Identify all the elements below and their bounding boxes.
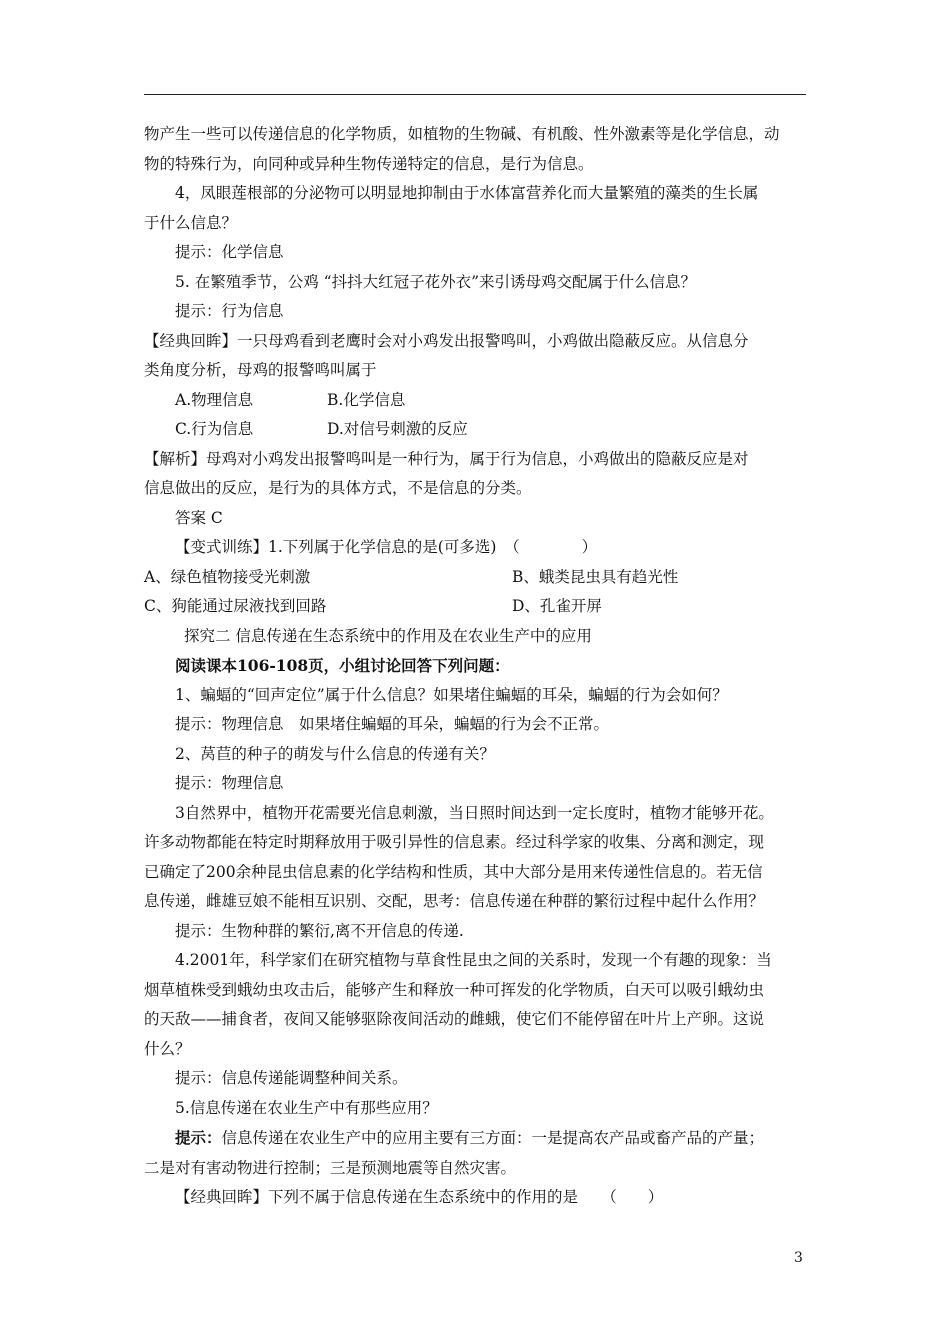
page-number: 3: [794, 1250, 803, 1266]
options-row: [144, 592, 808, 622]
text-line: 物产生一些可以传递信息的化学物质，如植物的生物碱、有机酸、性外激素等是化学信息，动: [144, 125, 780, 143]
option-c: C、狗能通过尿液找到回路: [144, 597, 327, 615]
options-row: [144, 563, 808, 593]
question-3: 3自然界中，植物开花需要光信息刺激，当日照时间达到一定长度时，植物才能够开花。: [175, 803, 774, 822]
hint-line: 提示：物理信息: [175, 774, 284, 792]
hint-line: 提示：行为信息: [175, 302, 284, 320]
classic-review: 【经典回眸】一只母鸡看到老鹰时会对小鸡发出报警鸣叫，小鸡做出隐蔽反应。从信息分: [144, 331, 749, 350]
option-d: D、孔雀开屏: [512, 597, 602, 615]
option-b: B.化学信息: [327, 390, 406, 409]
text-line: 物的特殊行为，向同种或异种生物传递特定的信息，是行为信息。: [144, 154, 594, 173]
analysis: 【解析】母鸡对小鸡发出报警鸣叫是一种行为，属于行为信息，小鸡做出的隐蔽反应是对: [144, 449, 749, 468]
section-heading: 探究二 信息传递在生态系统中的作用及在农业生产中的应用: [184, 626, 592, 645]
text-line: 息传递，雌雄豆娘不能相互识别、交配，思考：信息传递在种群的繁衍过程中起什么作用？: [144, 892, 765, 910]
text-line: 于什么信息？: [144, 213, 238, 232]
option-a: A.物理信息: [175, 390, 254, 409]
option-b: B、蛾类昆虫具有趋光性: [512, 567, 679, 586]
text-line: 的天敌——捕食者，夜间又能够驱除夜间活动的雌蛾，使它们不能停留在叶片上产卵。这说: [144, 1010, 765, 1028]
hint-line: 提示：生物种群的繁衍,离不开信息的传递.: [175, 921, 464, 940]
text-line: 二是对有害动物进行控制；三是预测地震等自然灾害。: [144, 1158, 517, 1177]
question-4: 4，凤眼莲根部的分泌物可以明显地抑制由于水体富营养化而大量繁殖的藻类的生长属: [175, 184, 759, 202]
option-a: A、绿色植物接受光刺激: [144, 567, 311, 586]
answer: 答案 C: [175, 508, 223, 527]
hint-text: 信息传递在农业生产中的应用主要有三方面：一是提高农产品或畜产品的产量；: [221, 1129, 765, 1147]
hint-label: 提示：: [175, 1128, 222, 1147]
text-line: 许多动物都能在特定时期释放用于吸引异性的信息素。经过科学家的收集、分离和测定，现: [144, 833, 765, 851]
options-row: [144, 386, 808, 416]
text-line: 已确定了200余种昆虫信息素的化学结构和性质，其中大部分是用来传递性信息的。若无信: [144, 862, 763, 881]
question-2: 2、莴苣的种子的萌发与什么信息的传递有关？: [175, 744, 495, 763]
document-body: [144, 120, 808, 1213]
classic-review: 【经典回眸】下列不属于信息传递在生态系统中的作用的是 （ ）: [175, 1188, 664, 1206]
header-rule: [144, 94, 806, 95]
hint-line: 提示：物理信息 如果堵住蝙蝠的耳朵，蝙蝠的行为会不正常。: [175, 715, 610, 733]
text-line: 烟草植株受到蛾幼虫攻击后，能够产生和释放一种可挥发的化学物质，白天可以吸引蛾幼虫: [144, 980, 765, 999]
reading-instruction: 阅读课本106-108页，小组讨论回答下列问题：: [175, 656, 510, 675]
text-line: 信息做出的反应，是行为的具体方式，不是信息的分类。: [144, 479, 532, 497]
hint-line: 提示：信息传递能调整种间关系。: [175, 1069, 408, 1087]
question-5: 5. 在繁殖季节，公鸡 “抖抖大红冠子花外衣”来引诱母鸡交配属于什么信息？: [175, 272, 696, 291]
question-4: 4.2001年，科学家们在研究植物与草食性昆虫之间的关系时，发现一个有趣的现象：当: [175, 951, 772, 969]
options-row: [144, 415, 808, 445]
question-5: 5.信息传递在农业生产中有那些应用？: [175, 1098, 438, 1117]
question-1: 1、蝙蝠的“回声定位”属于什么信息？如果堵住蝙蝠的耳朵，蝙蝠的行为会如何？: [175, 685, 728, 704]
text-line: 类角度分析，母鸡的报警鸣叫属于: [144, 361, 377, 379]
hint-line: 提示：化学信息: [175, 243, 284, 261]
option-d: D.对信号刺激的反应: [327, 420, 468, 438]
variant-training: 【变式训练】1.下列属于化学信息的是(可多选) （ ）: [175, 538, 598, 556]
hint-paragraph: [144, 1123, 808, 1154]
option-c: C.行为信息: [175, 420, 254, 438]
text-line: 什么？: [144, 1039, 191, 1058]
